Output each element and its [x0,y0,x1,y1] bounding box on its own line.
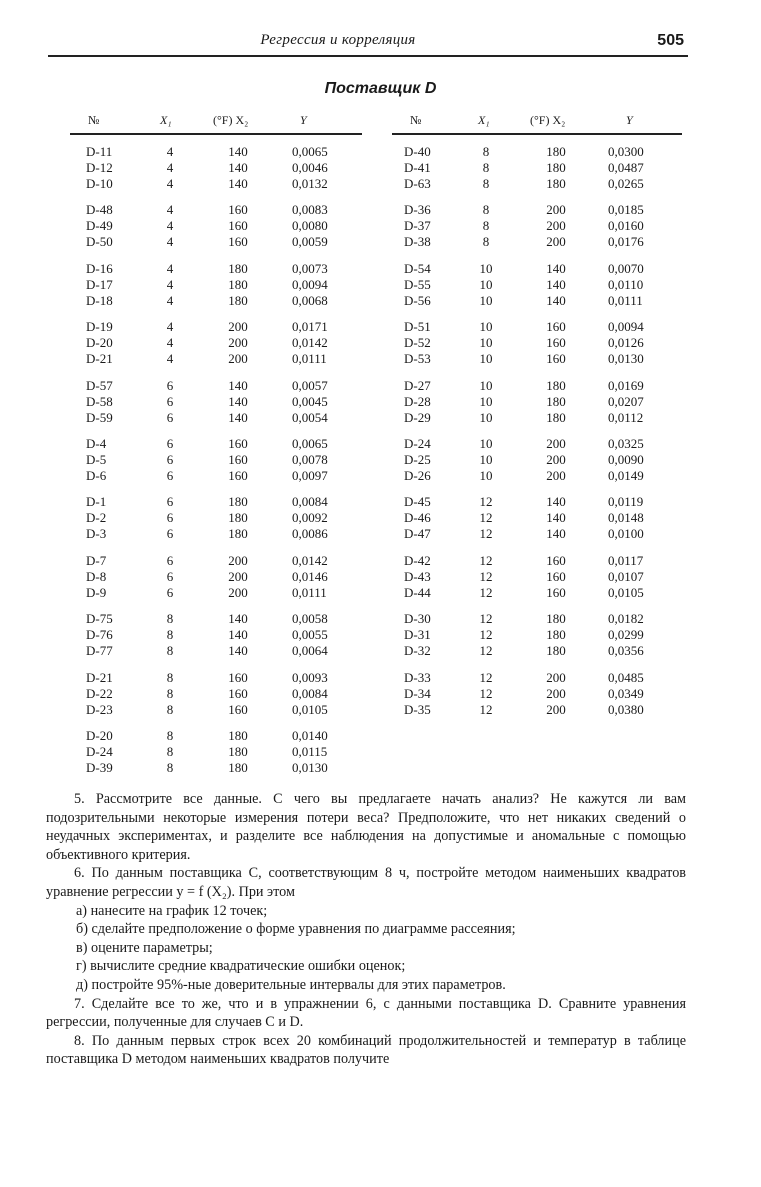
cell-y: 0,0045 [292,393,328,409]
cell-y: 0,0265 [608,176,644,191]
cell-x2: 140 [228,377,248,393]
cell-x2: 160 [228,685,248,701]
cell-x1: 12 [479,701,493,717]
cell-x1: 4 [166,144,174,159]
cell-number: D-38 [404,234,431,250]
cell-y: 0,0207 [608,393,644,409]
cell-x1: 6 [166,552,174,568]
cell-number: D-47 [404,526,431,542]
cell-x1: 12 [479,611,493,627]
cell-y: 0,0110 [608,276,644,292]
cell-x2: 140 [228,643,248,659]
cell-x2: 200 [228,351,248,367]
cell-y: 0,0094 [292,276,328,292]
cell-x1: 10 [479,468,493,483]
cell-number: D-42 [404,552,431,568]
cell-number: D-9 [86,584,107,600]
cell-x1: 12 [479,568,493,584]
cell-x1: 6 [166,436,174,451]
cell-x1: 4 [166,176,174,191]
cell-x2: 200 [228,584,248,600]
cell-x1: 10 [479,260,493,276]
cell-y: 0,0111 [292,584,327,600]
cell-x1: 12 [479,643,493,659]
cell-x1: 6 [166,526,174,542]
cell-x1: 10 [479,335,493,351]
cell-x1: 12 [479,510,493,526]
cell-x2: 180 [228,744,248,759]
cell-y: 0,0084 [292,494,328,510]
cell-x2: 180 [546,160,566,175]
cell-x1: 8 [166,760,174,775]
table-header-rule-left [70,133,362,135]
cell-x1: 6 [166,584,174,600]
cell-x1: 12 [479,526,493,542]
cell-number: D-31 [404,627,431,643]
cell-x1: 8 [166,643,174,659]
cell-y: 0,0149 [608,468,644,483]
cell-x2: 200 [228,552,248,568]
cell-x1: 8 [166,728,174,743]
cell-x2: 160 [546,319,566,335]
cell-x2: 180 [546,643,566,659]
cell-number: D-40 [404,144,431,159]
cell-number: D-21 [86,351,113,367]
cell-x2: 160 [546,552,566,568]
cell-x2: 160 [228,234,248,250]
cell-number: D-21 [86,669,113,685]
cell-y: 0,0093 [292,669,328,685]
cell-y: 0,0073 [292,260,328,276]
cell-x2: 180 [228,526,248,542]
cell-x1: 10 [479,276,493,292]
page-number: 505 [657,32,684,49]
cell-x1: 10 [479,351,493,367]
cell-y: 0,0176 [608,234,644,250]
cell-number: D-56 [404,292,431,308]
col-header-number-right: № [410,113,422,127]
cell-x1: 12 [479,627,493,643]
cell-y: 0,0080 [292,218,328,234]
running-title: Регрессия и корреляция [260,32,416,48]
cell-number: D-48 [86,202,113,218]
col-header-y-left: Y [300,113,307,127]
cell-number: D-12 [86,160,113,175]
cell-y: 0,0111 [292,351,327,367]
cell-x2: 160 [546,351,566,367]
cell-x2: 160 [228,468,248,483]
cell-x1: 6 [166,452,174,467]
cell-y: 0,0356 [608,643,644,659]
cell-number: D-33 [404,669,431,685]
cell-y: 0,0070 [608,260,644,276]
column-headers [0,113,761,129]
cell-number: D-59 [86,409,113,425]
cell-x1: 6 [166,377,174,393]
cell-x2: 140 [546,292,566,308]
col-header-x1-left: X₁ [160,113,172,127]
cell-x2: 180 [546,144,566,159]
cell-y: 0,0485 [608,669,644,685]
cell-y: 0,0058 [292,611,328,627]
cell-number: D-46 [404,510,431,526]
cell-number: D-11 [86,144,113,159]
cell-x2: 160 [228,202,248,218]
cell-x2: 180 [228,510,248,526]
cell-x2: 140 [546,494,566,510]
cell-number: D-57 [86,377,113,393]
cell-y: 0,0130 [292,760,328,775]
cell-number: D-20 [86,335,113,351]
cell-x2: 140 [228,627,248,643]
cell-number: D-75 [86,611,113,627]
cell-x2: 200 [228,335,248,351]
col-header-number-left: № [88,113,100,127]
cell-y: 0,0105 [292,701,328,717]
cell-y: 0,0169 [608,377,644,393]
exercise-6: 6. По данным поставщика C, соответствующим 8 ч, постройте методом наименьших квадратов уравнение регрессии y = f (X₂). При этом [46,865,686,900]
cell-number: D-24 [86,744,113,759]
cell-y: 0,0182 [608,611,644,627]
exercise-5: 5. Рассмотрите все данные. С чего вы предлагаете начать анализ? Не кажутся ли вам подозрительными некоторые измерения потери веса? Предположите, что нет никаких сведений о неудачных экспериментах, и разделите все наблюдения на допустимые и аномальные с помощью объективного критерия. [46,791,686,863]
cell-x1: 4 [166,260,174,276]
cell-number: D-54 [404,260,431,276]
cell-x2: 180 [228,276,248,292]
cell-number: D-6 [86,468,107,483]
cell-x2: 160 [228,218,248,234]
cell-number: D-27 [404,377,431,393]
cell-number: D-2 [86,510,107,526]
cell-y: 0,0140 [292,728,328,743]
cell-y: 0,0090 [608,452,644,467]
cell-number: D-51 [404,319,431,335]
cell-y: 0,0097 [292,468,328,483]
cell-x1: 4 [166,202,174,218]
exercise-6-item-a: а) нанесите на график 12 точек; [76,902,268,919]
col-header-x2-right: (°F) X₂ [530,113,566,127]
cell-number: D-36 [404,202,431,218]
cell-number: D-43 [404,568,431,584]
cell-y: 0,0046 [292,160,328,175]
cell-y: 0,0349 [608,685,644,701]
cell-number: D-17 [86,276,113,292]
cell-x2: 200 [546,202,566,218]
cell-x2: 140 [228,144,248,159]
cell-x1: 10 [479,292,493,308]
cell-x2: 180 [546,409,566,425]
cell-y: 0,0107 [608,568,644,584]
cell-x2: 140 [228,393,248,409]
cell-x2: 180 [546,377,566,393]
cell-number: D-49 [86,218,113,234]
exercise-6-item-d: г) вычислите средние квадратические ошибки оценок; [76,958,406,975]
cell-y: 0,0380 [608,701,644,717]
cell-number: D-41 [404,160,431,175]
cell-x1: 10 [479,377,493,393]
cell-x1: 12 [479,584,493,600]
cell-x1: 6 [166,468,174,483]
cell-x1: 8 [166,685,174,701]
cell-x1: 8 [166,701,174,717]
exercise-6-item-c: в) оцените параметры; [76,939,213,956]
cell-y: 0,0117 [608,552,644,568]
cell-x2: 200 [546,452,566,467]
cell-x1: 12 [479,552,493,568]
cell-number: D-3 [86,526,107,542]
cell-number: D-58 [86,393,113,409]
cell-x2: 160 [228,452,248,467]
cell-x1: 8 [482,218,490,234]
cell-x1: 8 [482,160,490,175]
cell-number: D-23 [86,701,113,717]
cell-number: D-8 [86,568,107,584]
cell-x1: 4 [166,218,174,234]
cell-x1: 10 [479,409,493,425]
cell-x1: 4 [166,335,174,351]
cell-y: 0,0065 [292,144,328,159]
cell-number: D-24 [404,436,431,451]
cell-y: 0,0142 [292,335,328,351]
cell-y: 0,0092 [292,510,328,526]
cell-number: D-18 [86,292,113,308]
cell-x1: 10 [479,436,493,451]
cell-x2: 200 [546,218,566,234]
cell-number: D-25 [404,452,431,467]
cell-x2: 140 [228,176,248,191]
cell-number: D-45 [404,494,431,510]
cell-x1: 10 [479,319,493,335]
cell-x1: 8 [482,234,490,250]
cell-x2: 180 [228,728,248,743]
cell-number: D-77 [86,643,113,659]
cell-x2: 180 [228,760,248,775]
cell-number: D-37 [404,218,431,234]
col-header-x1-right: X₁ [478,113,490,127]
cell-number: D-1 [86,494,107,510]
cell-x1: 10 [479,452,493,467]
cell-number: D-63 [404,176,431,191]
cell-y: 0,0054 [292,409,328,425]
cell-x1: 8 [482,202,490,218]
cell-number: D-52 [404,335,431,351]
exercise-7: 7. Сделайте все то же, что и в упражнении 6, с данными поставщика D. Сравните уравнения регрессии, полученные для случаев C и D. [46,995,686,1031]
cell-y: 0,0132 [292,176,328,191]
cell-x2: 140 [546,510,566,526]
table-header-rule-right [392,133,682,135]
cell-y: 0,0142 [292,552,328,568]
cell-y: 0,0111 [608,292,643,308]
cell-y: 0,0300 [608,144,644,159]
cell-number: D-4 [86,436,107,451]
cell-x1: 4 [166,319,174,335]
cell-x2: 160 [546,584,566,600]
cell-number: D-35 [404,701,431,717]
cell-x2: 160 [546,335,566,351]
cell-y: 0,0059 [292,234,328,250]
cell-x1: 4 [166,234,174,250]
cell-x2: 200 [546,436,566,451]
exercise-text [46,790,686,1069]
cell-x2: 180 [228,260,248,276]
cell-number: D-28 [404,393,431,409]
cell-y: 0,0130 [608,351,644,367]
cell-x2: 180 [228,292,248,308]
cell-x2: 200 [228,568,248,584]
cell-x2: 140 [228,409,248,425]
cell-x2: 180 [546,627,566,643]
col-header-x2-left: (°F) X₂ [213,113,249,127]
cell-x2: 180 [546,611,566,627]
exercise-8: 8. По данным первых строк всех 20 комбинаций продолжительностей и температур в таблице поставщика D методом наименьших квадратов получите [46,1032,686,1068]
cell-number: D-50 [86,234,113,250]
cell-y: 0,0160 [608,218,644,234]
cell-x2: 160 [228,436,248,451]
cell-y: 0,0171 [292,319,328,335]
cell-x2: 200 [228,319,248,335]
cell-x1: 8 [166,744,174,759]
table-caption: Поставщик D [324,80,437,97]
cell-number: D-55 [404,276,431,292]
cell-x1: 8 [482,176,490,191]
cell-x1: 6 [166,568,174,584]
cell-x2: 200 [546,669,566,685]
exercise-6-item-b: б) сделайте предположение о форме уравнения по диаграмме рассеяния; [76,921,516,938]
cell-y: 0,0055 [292,627,328,643]
cell-y: 0,0126 [608,335,644,351]
cell-x2: 160 [546,568,566,584]
cell-x2: 160 [228,701,248,717]
cell-x2: 160 [228,669,248,685]
cell-x2: 200 [546,468,566,483]
cell-y: 0,0185 [608,202,644,218]
cell-number: D-5 [86,452,107,467]
cell-number: D-34 [404,685,431,701]
cell-x1: 8 [166,611,174,627]
cell-number: D-20 [86,728,113,743]
cell-y: 0,0115 [292,744,328,759]
cell-x1: 8 [482,144,490,159]
cell-x2: 140 [546,526,566,542]
cell-number: D-19 [86,319,113,335]
cell-number: D-26 [404,468,431,483]
cell-x2: 200 [546,234,566,250]
running-head [48,32,688,54]
exercise-6-item-e: д) постройте 95%-ные доверительные интервалы для этих параметров. [76,976,506,993]
cell-x2: 180 [546,176,566,191]
cell-y: 0,0119 [608,494,644,510]
cell-x1: 6 [166,494,174,510]
cell-y: 0,0084 [292,685,328,701]
cell-x1: 10 [479,393,493,409]
cell-x2: 200 [546,685,566,701]
cell-number: D-16 [86,260,113,276]
cell-y: 0,0083 [292,202,328,218]
cell-y: 0,0057 [292,377,328,393]
cell-y: 0,0078 [292,452,328,467]
cell-number: D-44 [404,584,431,600]
cell-x2: 200 [546,701,566,717]
cell-y: 0,0068 [292,292,328,308]
cell-y: 0,0299 [608,627,644,643]
cell-x1: 4 [166,292,174,308]
cell-x2: 140 [546,276,566,292]
cell-x1: 12 [479,669,493,685]
cell-number: D-10 [86,176,113,191]
cell-number: D-53 [404,351,431,367]
cell-y: 0,0094 [608,319,644,335]
cell-y: 0,0100 [608,526,644,542]
cell-x2: 180 [546,393,566,409]
cell-number: D-7 [86,552,107,568]
cell-y: 0,0086 [292,526,328,542]
cell-x1: 6 [166,393,174,409]
cell-number: D-29 [404,409,431,425]
cell-x2: 180 [228,494,248,510]
cell-x2: 140 [546,260,566,276]
cell-x1: 4 [166,351,174,367]
cell-y: 0,0325 [608,436,644,451]
cell-number: D-32 [404,643,431,659]
cell-x1: 8 [166,669,174,685]
cell-number: D-22 [86,685,113,701]
cell-x1: 4 [166,276,174,292]
cell-y: 0,0112 [608,409,644,425]
cell-x2: 140 [228,611,248,627]
cell-x2: 140 [228,160,248,175]
cell-y: 0,0065 [292,436,328,451]
cell-y: 0,0105 [608,584,644,600]
cell-number: D-39 [86,760,113,775]
header-rule [48,55,688,57]
cell-number: D-30 [404,611,431,627]
cell-y: 0,0148 [608,510,644,526]
cell-x1: 4 [166,160,174,175]
cell-y: 0,0064 [292,643,328,659]
col-header-y-right: Y [626,113,633,127]
cell-x1: 12 [479,494,493,510]
cell-x1: 6 [166,510,174,526]
cell-y: 0,0487 [608,160,644,175]
cell-x1: 12 [479,685,493,701]
cell-x1: 6 [166,409,174,425]
cell-number: D-76 [86,627,113,643]
cell-y: 0,0146 [292,568,328,584]
cell-x1: 8 [166,627,174,643]
